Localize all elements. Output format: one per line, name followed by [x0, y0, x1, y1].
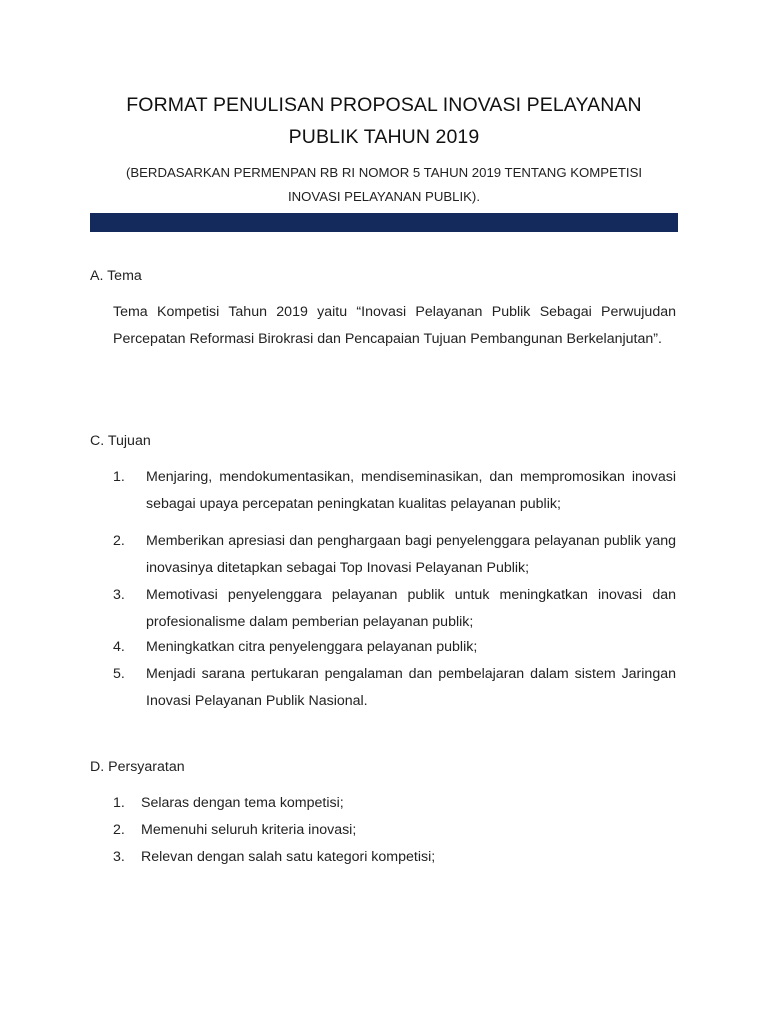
section-a-paragraph: Tema Kompetisi Tahun 2019 yaitu “Inovasi Pelayanan Publik Sebagai Perwujudan Percepatan Reformasi Birokrasi dan Pencapaian Tujuan Pembangunan Berkelanjutan”.	[113, 304, 676, 347]
list-item-text: Memotivasi penyelenggara pelayanan publik untuk meningkatkan inovasi dan profesionalisme dalam pemberian pelayanan publik;	[146, 587, 676, 630]
title-line-2: PUBLIK TAHUN 2019	[288, 126, 480, 148]
list-item-number: 1.	[113, 469, 125, 485]
list-item	[113, 844, 676, 871]
list-item	[113, 464, 676, 518]
subtitle-line-1: (BERDASARKAN PERMENPAN RB RI NOMOR 5 TAHUN 2019 TENTANG KOMPETISI	[125, 165, 643, 180]
list-item	[113, 817, 676, 844]
list-item-number: 5.	[113, 666, 125, 682]
document-title	[90, 89, 678, 153]
list-item-text: Selaras dengan tema kompetisi;	[141, 795, 344, 811]
list-item-number: 3.	[113, 849, 125, 865]
list-item	[113, 528, 676, 582]
list-item-text: Meningkatkan citra penyelenggara pelayanan publik;	[146, 639, 478, 655]
list-item	[113, 582, 676, 636]
subtitle-line-2: INOVASI PELAYANAN PUBLIK).	[287, 189, 480, 204]
title-line-1: FORMAT PENULISAN PROPOSAL INOVASI PELAYANAN	[126, 94, 642, 116]
list-item-text: Memenuhi seluruh kriteria inovasi;	[141, 822, 357, 838]
list-item-text: Menjaring, mendokumentasikan, mendiseminasikan, dan mempromosikan inovasi sebagai upaya percepatan peningkatan kualitas pelayanan publik;	[146, 469, 676, 512]
list-item-number: 2.	[113, 822, 125, 838]
section-c-heading: C. Tujuan	[90, 433, 151, 449]
list-item-number: 3.	[113, 587, 125, 603]
section-d-heading: D. Persyaratan	[90, 759, 185, 775]
list-item	[113, 661, 676, 715]
list-item-text: Memberikan apresiasi dan penghargaan bagi penyelenggara pelayanan publik yang inovasinya ditetapkan sebagai Top Inovasi Pelayanan Publik;	[146, 533, 676, 576]
document-subtitle	[90, 161, 678, 209]
list-item-text: Relevan dengan salah satu kategori kompetisi;	[141, 849, 436, 865]
list-item	[113, 790, 676, 817]
list-item	[113, 634, 676, 661]
list-item-text: Menjadi sarana pertukaran pengalaman dan pembelajaran dalam sistem Jaringan Inovasi Pelayanan Publik Nasional.	[146, 666, 676, 709]
list-item-number: 1.	[113, 795, 125, 811]
section-a-heading: A. Tema	[90, 268, 142, 284]
list-item-number: 4.	[113, 639, 125, 655]
title-divider-bar	[90, 213, 678, 232]
list-item-number: 2.	[113, 533, 125, 549]
